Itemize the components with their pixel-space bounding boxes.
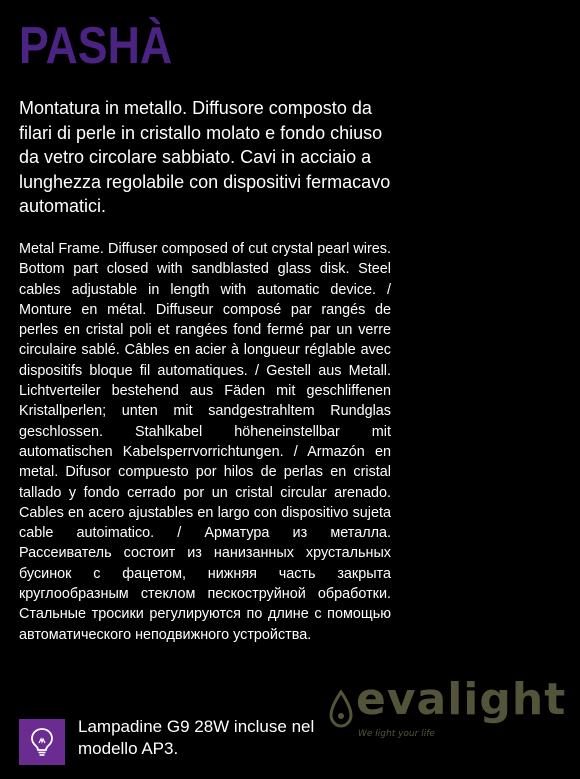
product-title: PASHÀ [19, 17, 173, 75]
watermark-tagline: We light your life [358, 729, 435, 739]
multilingual-description: Metal Frame. Diffuser composed of cut crystal pearl wires. Bottom part closed with sandblasted glass disk. Steel cables adjustable in length with automatic device. / Monture en métal. Diffuseur composé par rangés de perles en cristal poli et rangées fond fermé par un verre circulaire sablé. Câbles en acier à longueur réglable avec dispositifs bloque fil automatiques. / Gestell aus Metall. Lichtverteiler bestehend aus Fäden mit geschliffenen Kristallperlen; unten mit sandgestrahltem Rundglas geschlossen. Stahlkabel höheneinstellbar mit automatischen Kabelsperrvorrichtungen. / Armazón en metal. Difusor compuesto por hilos de perlas en cristal tallado y fondo cerrado por un cristal circular arenado. Cables en acero ajustables en largo con dispositivo sujeta cable autoimatico. / Арматура из металла. Рассеиватель состоит из нанизанных хрустальных бусинок с фацетом, нижняя часть закрыта круглообразным стеклом пескоструйной обработки. Стальные тросики регулируются по длине с помощью автоматического неподвижного устройства. [19, 241, 391, 643]
lamp-icon-box [19, 719, 65, 765]
light-bulb-icon [29, 727, 55, 757]
lamp-info: Lampadine G9 28W incluse nel modello AP3. [78, 717, 315, 758]
italian-description: Montatura in metallo. Diffusore composto da filari di perle in cristallo molato e fondo chiuso da vetro circolare sabbiato. Cavi in acciaio a lunghezza regolabile con dispositivi fermacavo automatici. [19, 98, 391, 216]
drop-logo-icon [328, 690, 354, 730]
evalight-watermark [326, 672, 566, 752]
watermark-logo-text: evalight [356, 674, 567, 725]
